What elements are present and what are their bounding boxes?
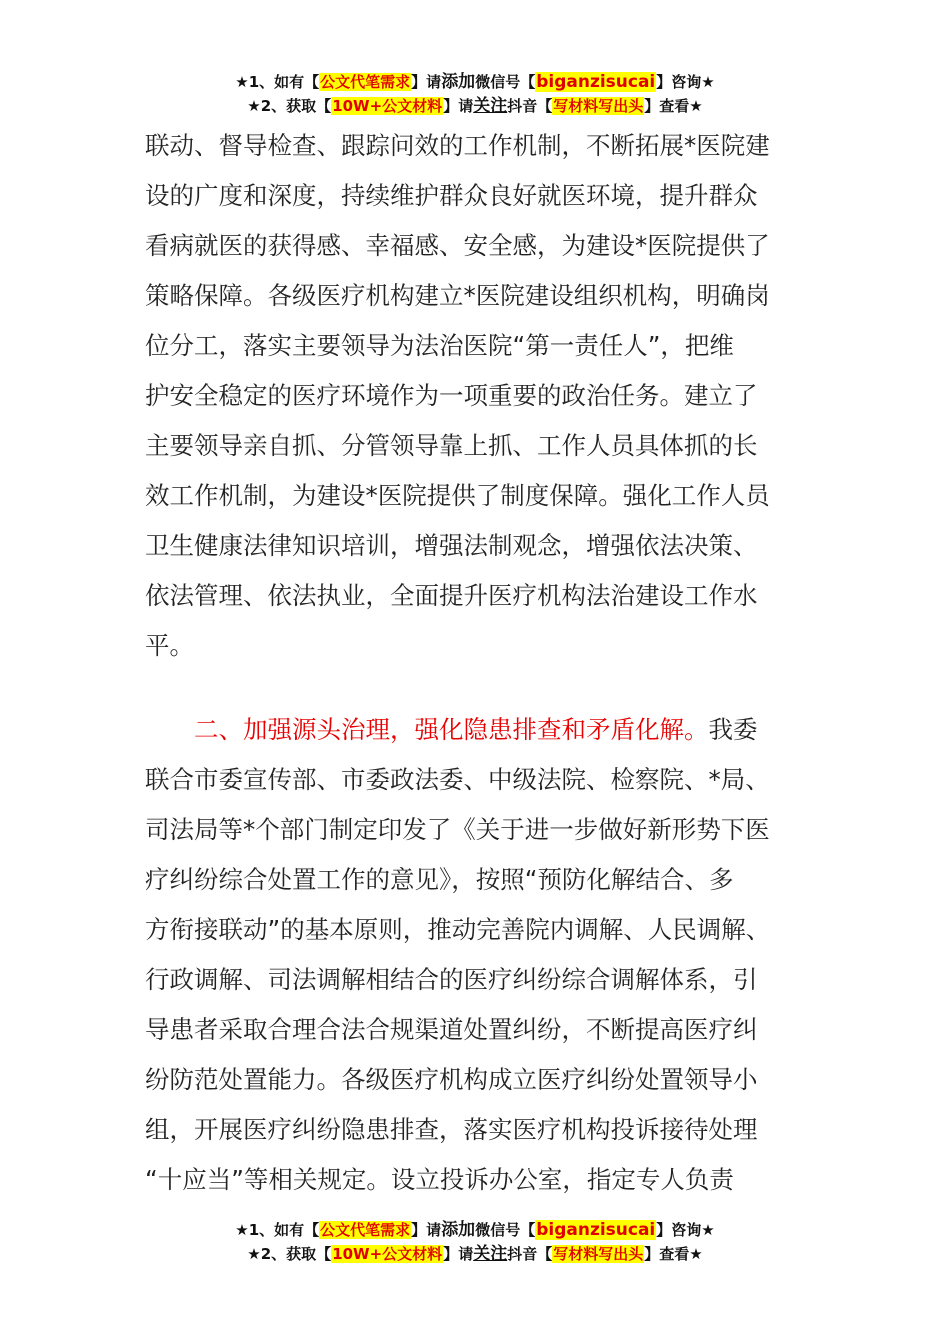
highlight-wechat-id: biganzisucai [536,1220,656,1240]
star-icon: ★ [247,97,261,115]
highlight-materials: 10W+公文材料 [332,1245,443,1263]
top-banner [0,70,950,118]
text-line: 效工作机制，为建设*医院提供了制度保障。强化工作人员 [145,481,770,510]
text-line: 卫生健康法律知识培训，增强法制观念，增强依法决策、 [145,531,758,560]
banner-line-2: ★2、获取【10W+公文材料】请关注抖音【写材料写出头】查看★ [247,96,703,116]
highlight-ghostwriting: 公文代笔需求 [320,73,411,91]
document-body [145,121,805,1205]
text-line: 司法局等*个部门制定印发了《关于进一步做好新形势下医 [145,815,770,844]
paragraph-2 [145,705,805,1205]
star-icon: ★ [701,73,715,91]
text-line: 联合市委宣传部、市委政法委、中级法院、检察院、*局、 [145,765,770,794]
text-line: “十应当”等相关规定。设立投诉办公室，指定专人负责 [145,1165,734,1194]
text-line: 依法管理、依法执业，全面提升医疗机构法治建设工作水 [145,581,758,610]
section-heading: 二、加强源头治理，强化隐患排查和矛盾化解。 [194,715,709,744]
star-icon: ★ [689,1245,703,1263]
text-line: 策略保障。各级医疗机构建立*医院建设组织机构，明确岗 [145,281,770,310]
highlight-wechat-id: biganzisucai [536,72,656,92]
star-icon: ★ [235,73,249,91]
highlight-douyin: 写材料写出头 [553,1245,644,1263]
star-icon: ★ [701,1221,715,1239]
highlight-ghostwriting: 公文代笔需求 [320,1221,411,1239]
text-line: 导患者采取合理合法合规渠道处置纠纷，不断提高医疗纠 [145,1015,758,1044]
text-line: 联动、督导检查、跟踪问效的工作机制，不断拓展*医院建 [145,131,770,160]
text-line: 平。 [145,631,194,660]
highlight-materials: 10W+公文材料 [332,97,443,115]
text-line: 方衔接联动”的基本原则，推动完善院内调解、人民调解、 [145,915,771,944]
star-icon: ★ [235,1221,249,1239]
star-icon: ★ [689,97,703,115]
text-line: 纷防范处置能力。各级医疗机构成立医疗纠纷处置领导小 [145,1065,758,1094]
text-line: 组，开展医疗纠纷隐患排查，落实医疗机构投诉接待处理 [145,1115,758,1144]
text-line: 设的广度和深度，持续维护群众良好就医环境，提升群众 [145,181,758,210]
banner-line-2: ★2、获取【10W+公文材料】请关注抖音【写材料写出头】查看★ [247,1244,703,1264]
text-line: 护安全稳定的医疗环境作为一项重要的政治任务。建立了 [145,381,758,410]
text-line: 疗纠纷综合处置工作的意见》，按照“预防化解结合、多 [145,865,734,894]
text-line: 看病就医的获得感、幸福感、安全感，为建设*医院提供了 [145,231,770,260]
text-line: 二、加强源头治理，强化隐患排查和矛盾化解。我委 [194,715,758,744]
banner-line-1: ★1、如有【公文代笔需求】请添加微信号【biganzisucai】咨询★ [235,72,715,92]
paragraph-1 [145,121,805,671]
bottom-banner [0,1218,950,1266]
banner-line-1: ★1、如有【公文代笔需求】请添加微信号【biganzisucai】咨询★ [235,1220,715,1240]
star-icon: ★ [247,1245,261,1263]
text-line: 位分工，落实主要领导为法治医院“第一责任人”，把维 [145,331,734,360]
highlight-douyin: 写材料写出头 [553,97,644,115]
text-line: 行政调解、司法调解相结合的医疗纠纷综合调解体系，引 [145,965,758,994]
text-line: 主要领导亲自抓、分管领导靠上抓、工作人员具体抓的长 [145,431,758,460]
